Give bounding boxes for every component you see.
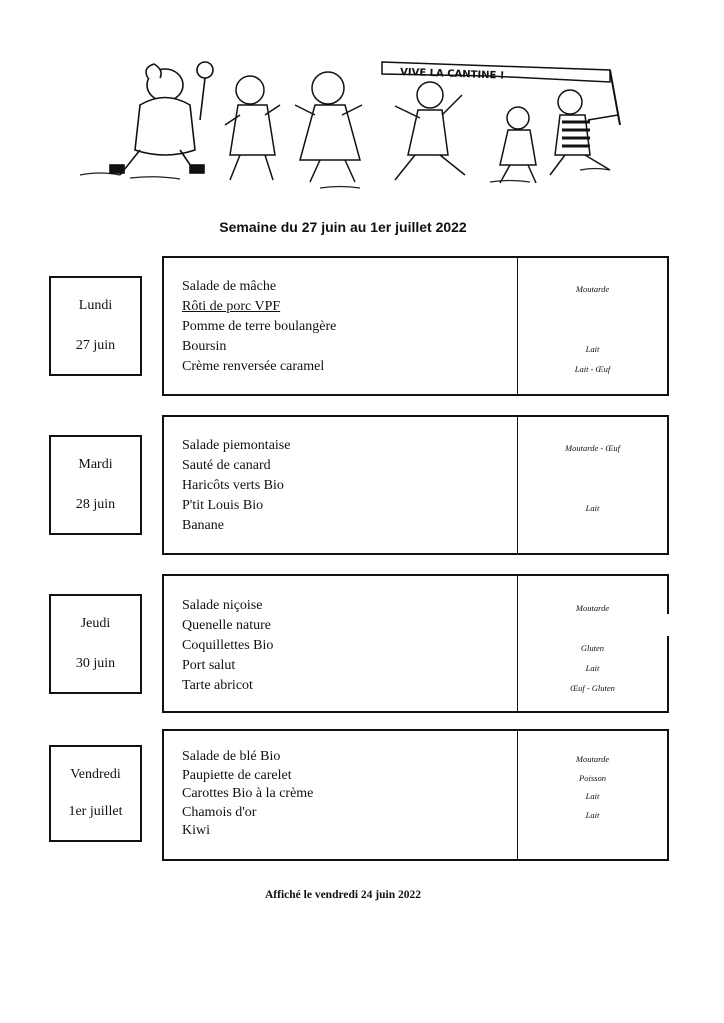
page-title: Semaine du 27 juin au 1er juillet 2022: [219, 219, 467, 235]
menu-item: Paupiette de carelet: [182, 767, 292, 783]
menu-item: Salade piemontaise: [182, 438, 291, 453]
menu-item: Quenelle nature: [182, 618, 272, 633]
menu-item: Pomme de terre boulangère: [182, 319, 337, 334]
day-date: 1er juillet: [68, 804, 123, 819]
menu-box-mardi: [162, 415, 669, 555]
allergen-note: [518, 478, 667, 498]
allergen-note: Poisson: [579, 772, 606, 783]
menu-box-jeudi: [162, 574, 669, 713]
day-box-lundi: [49, 276, 142, 376]
allergen-note: Lait - Œuf: [574, 364, 611, 374]
day-name: Vendredi: [70, 767, 121, 782]
menu-item: Rôti de porc VPF: [182, 299, 281, 314]
allergen-note: Lait: [585, 344, 600, 354]
allergen-note: Lait: [585, 791, 600, 801]
menu-items: [182, 436, 290, 536]
posted-date: Affiché le vendredi 24 juin 2022: [265, 889, 421, 901]
menu-item: Tarte abricot: [182, 678, 253, 693]
allergen-note: Lait: [585, 809, 600, 820]
menu-item: Banane: [182, 518, 224, 533]
day-box-mardi: [49, 435, 142, 535]
allergen-column: [518, 750, 667, 843]
allergen-note: Gluten: [580, 643, 605, 653]
day-date: 28 juin: [75, 497, 116, 512]
cantine-banner-illustration: [70, 50, 640, 200]
menu-items: [182, 748, 313, 841]
allergen-column: [518, 438, 667, 538]
day-name: Jeudi: [80, 616, 111, 631]
menu-item: Salade de mâche: [182, 279, 277, 294]
day-date: 27 juin: [75, 338, 116, 353]
day-name: Lundi: [78, 298, 113, 313]
menu-item: P'tit Louis Bio: [182, 498, 264, 513]
menu-box-lundi: [162, 256, 669, 396]
menu-items: [182, 596, 273, 696]
menu-item: Haricôts verts Bio: [182, 478, 284, 493]
allergen-note: [518, 299, 667, 319]
allergen-note: [518, 618, 667, 638]
menu-item: Kiwi: [182, 823, 210, 838]
menu-item: Salade niçoise: [182, 598, 263, 613]
day-name: Mardi: [78, 457, 113, 472]
allergen-note: Moutarde - Œuf: [565, 443, 620, 453]
allergen-note: [518, 518, 667, 538]
day-date: 30 juin: [75, 656, 116, 671]
allergen-column: [518, 598, 667, 698]
menu-item: Boursin: [182, 339, 227, 354]
allergen-note: Moutarde: [575, 754, 610, 764]
day-box-vendredi: [49, 745, 142, 842]
menu-item: Coquillettes Bio: [182, 638, 274, 653]
allergen-note: Moutarde: [575, 284, 610, 294]
menu-item: Carottes Bio à la crème: [182, 786, 314, 801]
menu-item: Salade de blé Bio: [182, 749, 281, 764]
menu-item: Sauté de canard: [182, 458, 271, 473]
menu-items: [182, 277, 336, 377]
allergen-note: Œuf - Gluten: [570, 683, 615, 693]
menu-item: Crème renversée caramel: [182, 359, 325, 374]
day-box-jeudi: [49, 594, 142, 694]
banner-sign-text: VIVE LA CANTINE !: [399, 67, 505, 82]
allergen-note: Lait: [585, 663, 600, 673]
menu-box-vendredi: [162, 729, 669, 861]
allergen-note: Moutarde: [575, 603, 610, 613]
menu-item: Chamois d'or: [182, 804, 257, 820]
menu-item: Port salut: [182, 658, 236, 673]
allergen-note: Lait: [585, 503, 600, 513]
allergen-column: [518, 279, 667, 379]
allergen-note: [518, 458, 667, 478]
allergen-note: [518, 319, 667, 339]
allergen-note: [518, 824, 667, 843]
